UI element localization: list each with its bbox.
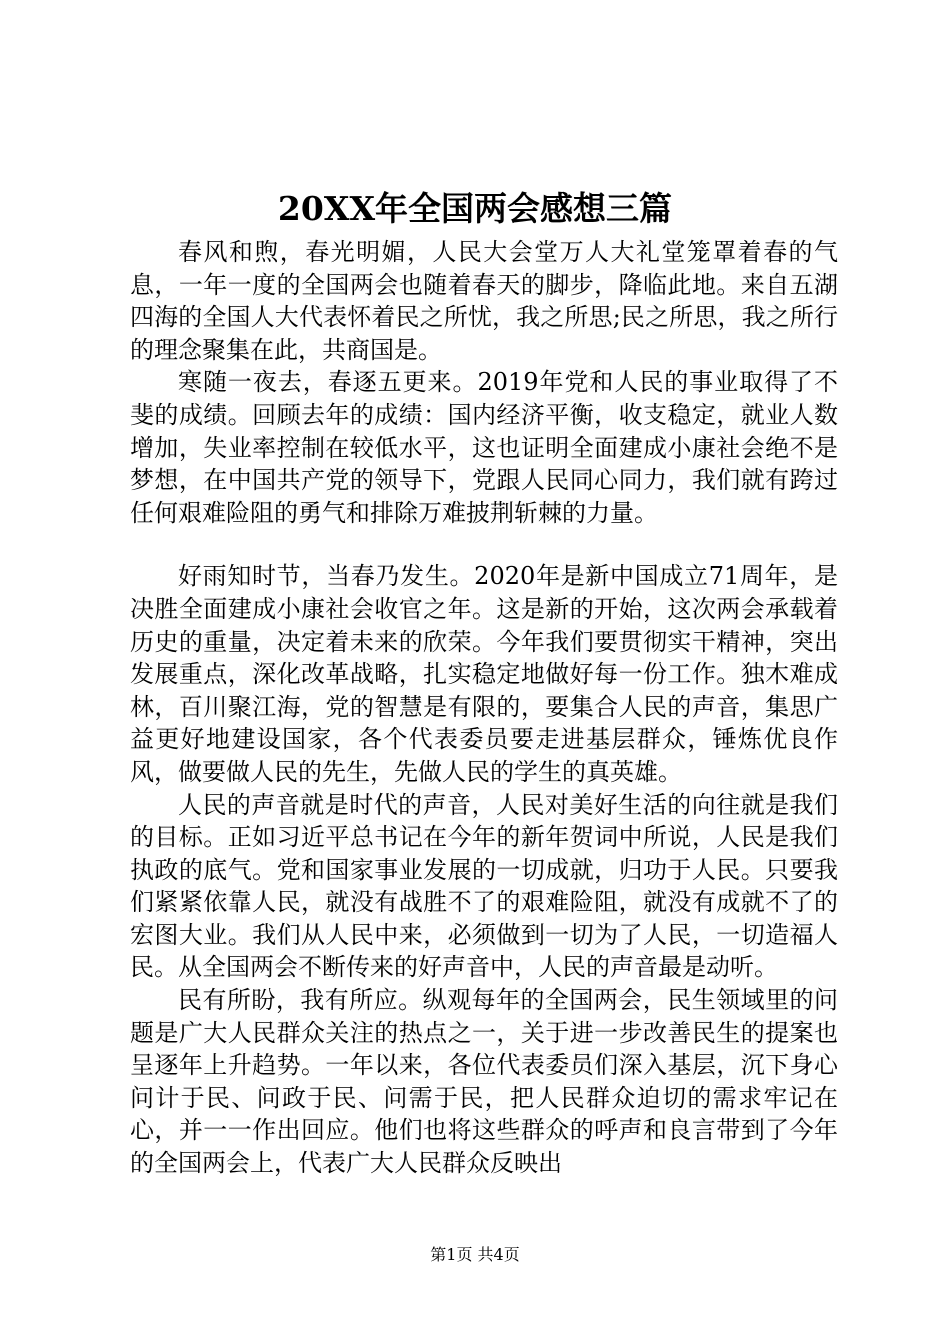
document-title: 20XX年全国两会感想三篇 xyxy=(277,189,673,228)
page-number-footer: 第1页 共4页 xyxy=(430,1245,520,1264)
document-body xyxy=(130,236,838,1180)
paragraph-4: 人民的声音就是时代的声音，人民对美好生活的向往就是我们的目标。正如习近平总书记在今年的新年贺词中所说，人民是我们执政的底气。党和国家事业发展的一切成就，归功于人民。只要我们紧紧依靠人民，就没有战胜不了的艰难险阻，就没有成就不了的宏图大业。我们从人民中来，必须做到一切为了人民，一切造福人民。从全国两会不断传来的好声音中，人民的声音最是动听。 xyxy=(130,790,838,982)
paragraph-1: 春风和煦，春光明媚，人民大会堂万人大礼堂笼罩着春的气息，一年一度的全国两会也随着春天的脚步，降临此地。来自五湖四海的全国人大代表怀着民之所忧，我之所思;民之所思，我之所行的理念聚集在此，共商国是。 xyxy=(130,238,838,364)
paragraph-5: 民有所盼，我有所应。纵观每年的全国两会，民生领域里的问题是广大人民群众关注的热点之一，关于进一步改善民生的提案也呈逐年上升趋势。一年以来，各位代表委员们深入基层，沉下身心问计于民、问政于民、问需于民，把人民群众迫切的需求牢记在心，并一一作出回应。他们也将这些群众的呼声和良言带到了今年的全国两会上，代表广大人民群众反映出 xyxy=(130,986,838,1178)
paragraph-3: 好雨知时节，当春乃发生。2020年是新中国成立71周年，是决胜全面建成小康社会收官之年。这是新的开始，这次两会承载着历史的重量，决定着未来的欣荣。今年我们要贯彻实干精神，突出发展重点，深化改革战略，扎实稳定地做好每一份工作。独木难成林，百川聚江海，党的智慧是有限的，要集合人民的声音，集思广益更好地建设国家，各个代表委员要走进基层群众，锤炼优良作风，做要做人民的先生，先做人民的学生的真英雄。 xyxy=(130,562,838,786)
paragraph-2: 寒随一夜去，春逐五更来。2019年党和人民的事业取得了不斐的成绩。回顾去年的成绩：国内经济平衡，收支稳定，就业人数增加，失业率控制在较低水平，这也证明全面建成小康社会绝不是梦想，在中国共产党的领导下，党跟人民同心同力，我们就有跨过任何艰难险阻的勇气和排除万难披荆斩棘的力量。 xyxy=(130,368,838,527)
